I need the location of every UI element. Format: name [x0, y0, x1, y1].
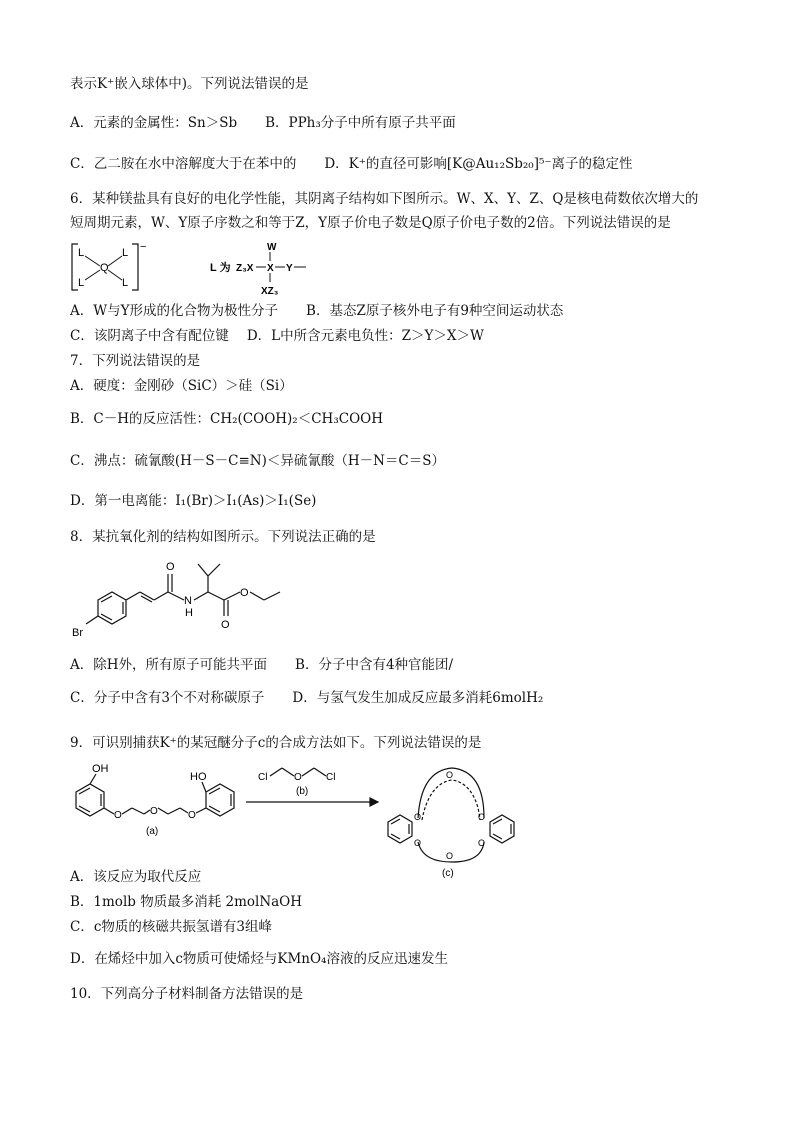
option-d: D．K⁺的直径可影响[K@Au₁₂Sb₂₀]⁵⁻离子的稳定性: [324, 156, 633, 172]
label-a: (a): [146, 826, 159, 837]
l-center-x: X: [267, 263, 274, 274]
atom-n: N: [184, 595, 192, 607]
label-o-a1: O: [114, 810, 122, 821]
option-row: [70, 302, 563, 320]
l-def-label: L 为: [210, 262, 231, 274]
option-row: [70, 327, 484, 345]
option-row: [70, 689, 543, 707]
option-row: [70, 114, 456, 132]
label-o-a2: O: [150, 806, 158, 817]
option-b: B．C－H的反应活性：CH₂(COOH)₂＜CH₃COOH: [70, 411, 383, 427]
label-o-a3: O: [188, 810, 196, 821]
label-o-b: O: [294, 772, 302, 783]
label-b: (b): [296, 786, 309, 797]
ligand-l4: L: [122, 277, 129, 289]
label-cl-1: Cl: [258, 772, 268, 783]
l-left-group: Z₃X: [236, 263, 254, 274]
atom-o-carbonyl: O: [221, 619, 230, 631]
label-c: (c): [442, 868, 454, 879]
center-q: Q: [100, 262, 109, 274]
question-6-stem: 6．某种镁盐具有良好的电化学性能，其阴离子结构如下图所示。W、X、Y、Z、Q是核电荷数依次增大的: [70, 191, 699, 207]
option-c: C．c物质的核磁共振氢谱有3组峰: [70, 919, 272, 935]
option-c: C．分子中含有3个不对称碳原子: [70, 690, 265, 706]
question-9-stem: 9．可识别捕获K⁺的某冠醚分子c的合成方法如下。下列说法错误的是: [70, 735, 482, 751]
option-row: [70, 656, 453, 674]
question-7-stem: 7．下列说法错误的是: [70, 353, 201, 369]
text-line: 表示K⁺嵌入球体中)。下列说法错误的是: [70, 76, 309, 92]
option-b: B．PPh₃分子中所有原子共平面: [265, 115, 456, 131]
label-o-c2: O: [478, 812, 486, 822]
option-a: A．元素的金属性：Sn＞Sb: [70, 115, 238, 131]
atom-h: H: [185, 607, 193, 619]
l-y: Y: [286, 263, 293, 274]
label-o-c5: O: [446, 770, 454, 780]
label-ho-right: HO: [190, 771, 207, 783]
option-d: D．第一电离能：I₁(Br)＞I₁(As)＞I₁(Se): [70, 493, 317, 509]
charge-label: −: [140, 241, 147, 253]
label-o-c6: O: [446, 851, 454, 861]
option-b: B．分子中含有4种官能团/: [295, 657, 454, 673]
l-top-w: W: [267, 242, 277, 253]
anion-structure-figure: [70, 238, 330, 300]
atom-o-amide: O: [166, 561, 175, 573]
label-oh-left: OH: [92, 763, 109, 775]
label-o-c3: O: [414, 838, 422, 848]
l-bottom-group: XZ₃: [261, 286, 279, 297]
question-6-stem-2: 短周期元素，W、Y原子序数之和等于Z，Y原子价电子数是Q原子价电子数的2倍。下列说法错误的是: [70, 215, 671, 231]
option-b: B．基态Z原子核外电子有9种空间运动状态: [306, 303, 564, 319]
question-8-stem: 8．某抗氧化剂的结构如图所示。下列说法正确的是: [70, 529, 376, 545]
atom-br: Br: [72, 627, 83, 639]
ligand-l3: L: [78, 277, 85, 289]
antioxidant-structure-figure: [70, 552, 310, 648]
option-c: C．沸点：硫氰酸(H－S－C≡N)＜异硫氰酸（H－N＝C＝S）: [70, 453, 446, 469]
label-o-c4: O: [478, 838, 486, 848]
option-row: [70, 155, 633, 173]
question-10-stem: 10．下列高分子材料制备方法错误的是: [70, 986, 304, 1002]
option-a: A．硬度：金刚砂（SiC）＞硅（Si）: [70, 378, 293, 394]
label-o-c1: O: [414, 812, 422, 822]
option-c: C．该阴离子中含有配位键: [70, 328, 229, 344]
option-d: D．L中所含元素电负性：Z＞Y＞X＞W: [246, 328, 484, 344]
ligand-l1: L: [78, 247, 85, 259]
option-d: D．与氢气发生加成反应最多消耗6molH₂: [292, 690, 544, 706]
ligand-l2: L: [122, 247, 129, 259]
label-cl-2: Cl: [326, 772, 336, 783]
option-d: D．在烯烃中加入c物质可使烯烃与KMnO₄溶液的反应迅速发生: [70, 951, 448, 967]
option-a: A．该反应为取代反应: [70, 869, 202, 885]
atom-o-ether: O: [240, 587, 249, 599]
option-b: B．1molb 物质最多消耗 2molNaOH: [70, 894, 303, 910]
option-a: A．除H外，所有原子可能共平面: [70, 657, 268, 673]
option-c: C．乙二胺在水中溶解度大于在苯中的: [70, 156, 297, 172]
option-a: A．W与Y形成的化合物为极性分子: [70, 303, 279, 319]
